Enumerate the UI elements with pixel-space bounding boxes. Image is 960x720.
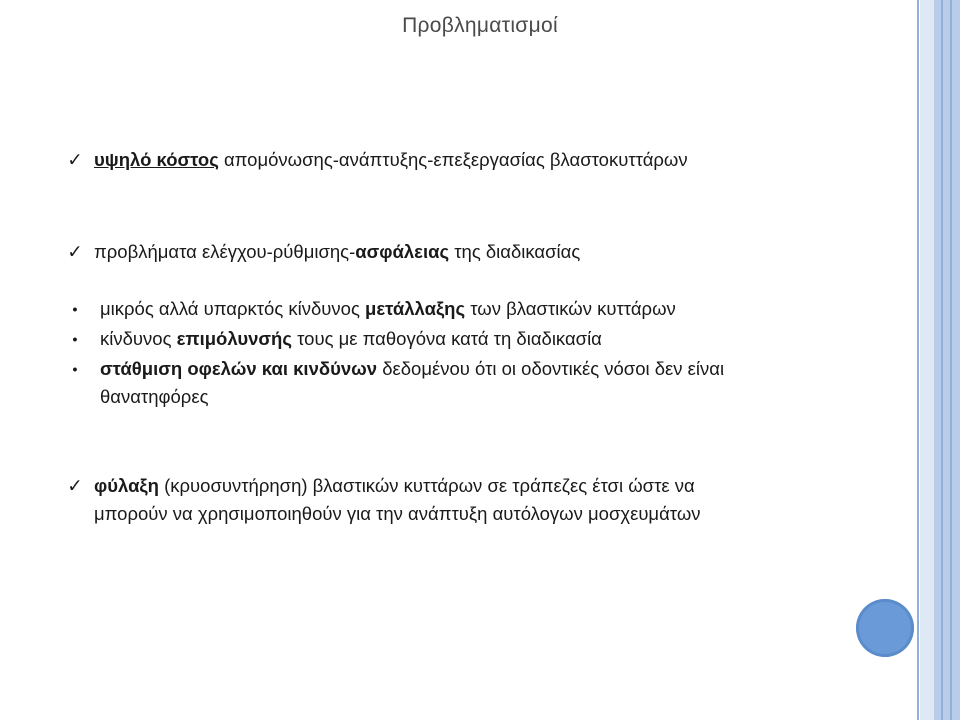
plain-text: (κρυοσυντήρηση) βλαστικών κυττάρων σε τράπεζες έτσι ώστε να <box>158 475 695 496</box>
bullet-icon: • <box>72 361 78 377</box>
plain-text: τους με παθογόνα κατά τη διαδικασία <box>291 328 602 349</box>
frame-stripe <box>943 0 950 720</box>
bullet-icon: • <box>72 331 78 347</box>
bullet-icon: • <box>72 301 78 317</box>
checkmark-icon: ✓ <box>67 149 83 170</box>
frame-stripe <box>934 0 941 720</box>
plain-text: της διαδικασίας <box>449 241 581 262</box>
frame-band <box>920 0 934 720</box>
checkmark-icon: ✓ <box>67 475 83 496</box>
emphasis-text: φύλαξη <box>94 475 159 496</box>
bullet-item <box>66 295 676 323</box>
item-text <box>94 238 580 266</box>
item-text <box>100 325 602 353</box>
plain-text: απομόνωσης-ανάπτυξης-επεξεργασίας βλαστοκυττάρων <box>218 149 688 170</box>
item-text <box>100 295 676 323</box>
item-text <box>94 146 688 174</box>
bullet-item <box>66 355 724 411</box>
emphasis-text: επιμόλυνσής <box>176 328 292 349</box>
emphasis-text: μετάλλαξης <box>365 298 466 319</box>
plain-text: προβλήματα ελέγχου-ρύθμισης- <box>94 241 356 262</box>
checkmark-icon: ✓ <box>67 241 83 262</box>
plain-text: δεδομένου ότι οι οδοντικές νόσοι δεν είναι <box>377 358 725 379</box>
plain-text: θανατηφόρες <box>100 386 209 407</box>
item-text <box>94 472 701 528</box>
decorative-circle <box>856 599 914 657</box>
item-text <box>100 355 724 411</box>
emphasis-text: στάθμιση οφελών και κινδύνων <box>100 358 378 379</box>
plain-text: μπορούν να χρησιμοποιηθούν για την ανάπτυξη αυτόλογων μοσχευμάτων <box>94 503 701 524</box>
plain-text: μικρός αλλά υπαρκτός κίνδυνος <box>100 298 365 319</box>
frame-stripe <box>952 0 960 720</box>
frame-border-line <box>917 0 919 720</box>
emphasis-text: υψηλό κόστος <box>94 149 219 170</box>
emphasis-text: ασφάλειας <box>355 241 450 262</box>
slide-title: Προβληματισμοί <box>402 14 558 37</box>
plain-text: κίνδυνος <box>100 328 177 349</box>
plain-text: των βλαστικών κυττάρων <box>465 298 676 319</box>
checklist-item <box>66 146 688 174</box>
bullet-item <box>66 325 602 353</box>
checklist-item <box>66 238 580 266</box>
checklist-item <box>66 472 701 528</box>
